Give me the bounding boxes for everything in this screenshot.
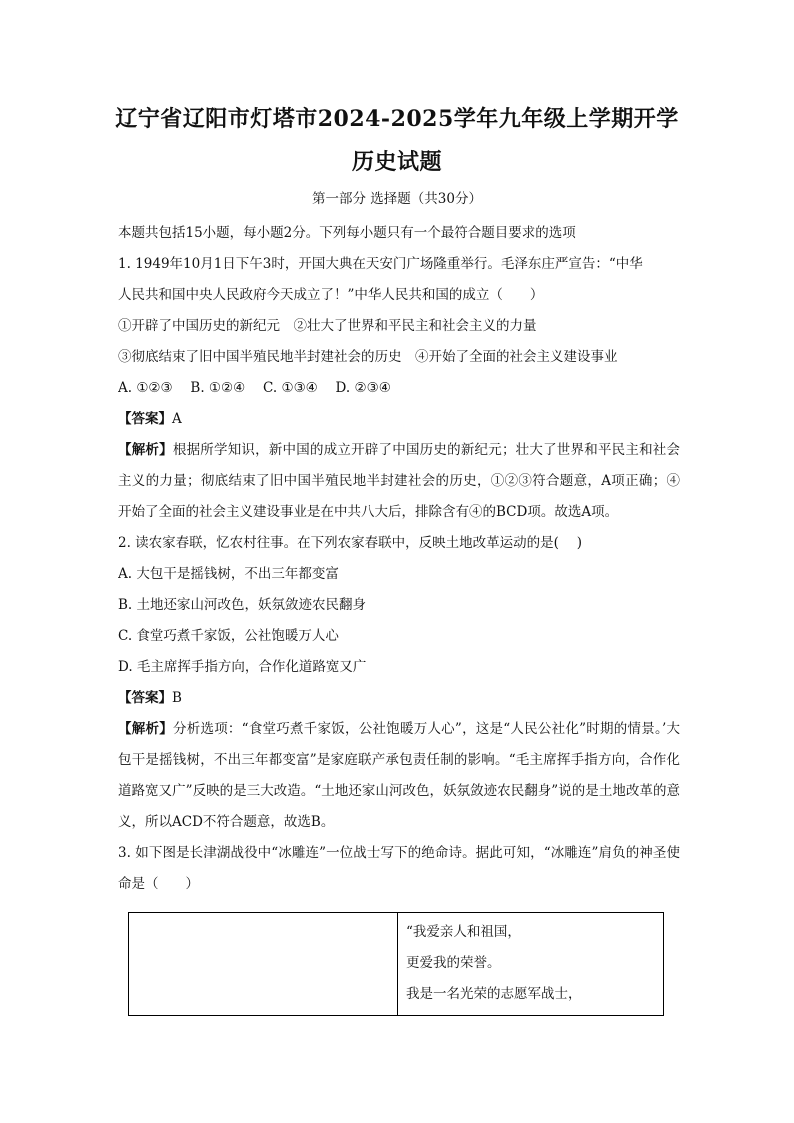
question-2 bbox=[118, 528, 680, 838]
option-b: B. 土地还家山河改色，妖氛敛迹农民翻身 bbox=[118, 597, 367, 613]
poem-table bbox=[128, 912, 664, 1016]
question-stem: 3. 如下图是长津湖战役中“冰雕连”一位战士写下的绝命诗。据此可知，“冰雕连”肩负的神圣使命是（ ） bbox=[118, 845, 680, 892]
poem-line: 我是一名光荣的志愿军战士， bbox=[406, 986, 582, 1002]
question-1 bbox=[118, 249, 680, 528]
analysis-text: 根据所学知识，新中国的成立开辟了中国历史的新纪元；壮大了世界和平民主和社会主义的力量；彻底结束了旧中国半殖民地半封建社会的历史，①②③符合题意，A项正确；④开始了全面的社会主义建设事业是在中共八大后，排除含有④的BCD项。故选A项。 bbox=[118, 442, 680, 520]
analysis-paragraph bbox=[118, 435, 680, 528]
analysis-label: 【解析】 bbox=[118, 721, 173, 737]
content-body bbox=[118, 218, 680, 1016]
answer-line bbox=[118, 404, 680, 435]
analysis-text: 分析选项：“食堂巧煮千家饭，公社饱暖万人心”，这是“人民公社化”时期的情景。’大包干是摇钱树，不出三年都变富”是家庭联产承包责任制的影响。“毛主席挥手指方向，合作化道路宽又广”反映的是三大改造。“土地还家山河改色，妖氛敛迹农民翻身”说的是土地改革的意义，所以ACD不符合题意，故选B。 bbox=[118, 721, 680, 830]
analysis-paragraph bbox=[118, 714, 680, 838]
analysis-label: 【解析】 bbox=[118, 442, 173, 458]
answer-label: 【答案】 bbox=[118, 411, 172, 427]
poem-cell bbox=[398, 913, 664, 1016]
document-subtitle: 历史试题 bbox=[351, 149, 442, 175]
option-d: D. 毛主席挥手指方向，合作化道路宽又广 bbox=[118, 659, 367, 675]
option-c: C. 食堂巧煮千家饭，公社饱暖万人心 bbox=[118, 628, 339, 644]
document-title: 辽宁省辽阳市灯塔市2024-2025学年九年级上学期开学 bbox=[115, 106, 679, 132]
section-heading: 第一部分 选择题（共30分） bbox=[312, 191, 482, 207]
poem-line: 更爱我的荣誉。 bbox=[406, 955, 501, 971]
poem-line: “我爱亲人和祖国， bbox=[406, 924, 521, 940]
question-stem-line: 2. 读农家春联，忆农村往事。在下列农家春联中，反映土地改革运动的是( ) bbox=[118, 535, 582, 551]
answer-line bbox=[118, 683, 680, 714]
option-a: A. 大包干是摇钱树，不出三年都变富 bbox=[118, 566, 339, 582]
answer-value: B bbox=[172, 690, 182, 706]
answer-label: 【答案】 bbox=[118, 690, 172, 706]
statement-line: ③彻底结束了旧中国半殖民地半封建社会的历史 ④开始了全面的社会主义建设事业 bbox=[118, 349, 618, 365]
question-3 bbox=[118, 838, 680, 1016]
options-line: A. ①②③ B. ①②④ C. ①③④ D. ②③④ bbox=[118, 380, 391, 396]
statement-line: ①开辟了中国历史的新纪元 ②壮大了世界和平民主和社会主义的力量 bbox=[118, 318, 537, 334]
instructions: 本题共包括15小题，每小题2分。下列每小题只有一个最符合题目要求的选项 bbox=[118, 225, 576, 241]
answer-value: A bbox=[172, 411, 182, 427]
question-stem-line: 人民共和国中央人民政府今天成立了！”中华人民共和国的成立（ ） bbox=[118, 287, 544, 303]
question-stem-line: 1. 1949年10月1日下午3时，开国大典在天安门广场隆重举行。毛泽东庄严宣告：“中华 bbox=[118, 256, 643, 272]
image-cell bbox=[129, 913, 398, 1016]
